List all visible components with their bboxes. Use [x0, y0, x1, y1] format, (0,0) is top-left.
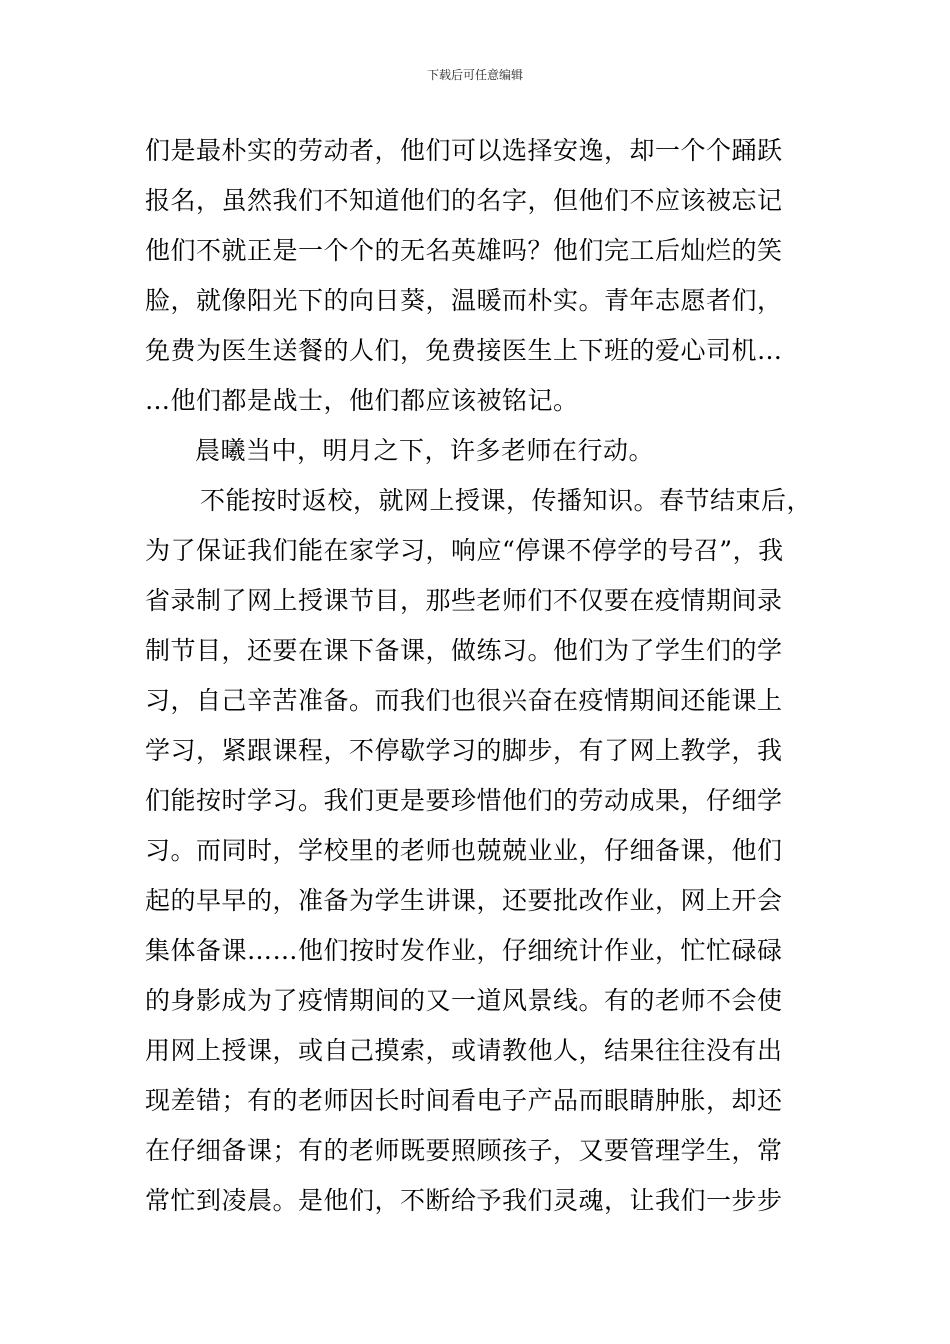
- text-line: 用网上授课，或自己摸索，或请教他人，结果往往没有出: [145, 1036, 783, 1065]
- text-line: 他们不就正是一个个的无名英雄吗？他们完工后灿烂的笑: [145, 236, 783, 265]
- text-line: 现差错；有的老师因长时间看电子产品而眼睛肿胀，却还: [145, 1086, 783, 1115]
- text-line: 制节目，还要在课下备课，做练习。他们为了学生们的学: [145, 636, 783, 665]
- text-line: 习，自己辛苦准备。而我们也很兴奋在疫情期间还能课上: [145, 686, 783, 715]
- text-line: 报名，虽然我们不知道他们的名字，但他们不应该被忘记: [145, 186, 783, 215]
- page-header: 下载后可任意编辑: [426, 68, 523, 82]
- text-line: 集体备课……他们按时发作业，仔细统计作业，忙忙碌碌: [145, 936, 783, 965]
- text-line: 的身影成为了疫情期间的又一道风景线。有的老师不会使: [145, 986, 783, 1015]
- text-line: 脸，就像阳光下的向日葵，温暖而朴实。青年志愿者们，: [145, 286, 783, 315]
- text-line: 为了保证我们能在家学习，响应“停课不停学的号召”，我: [145, 536, 784, 565]
- text-line: 在仔细备课；有的老师既要照顾孩子，又要管理学生，常: [145, 1136, 783, 1165]
- text-line: 习。而同时，学校里的老师也兢兢业业，仔细备课，他们: [145, 836, 783, 865]
- paragraph-first-line: 不能按时返校，就网上授课，传播知识。春节结束后，: [200, 486, 813, 515]
- text-line: 们能按时学习。我们更是要珍惜他们的劳动成果，仔细学: [145, 786, 783, 815]
- text-line: 常忙到凌晨。是他们，不断给予我们灵魂，让我们一步步: [145, 1186, 783, 1215]
- text-line: 省录制了网上授课节目，那些老师们不仅要在疫情期间录: [145, 586, 783, 615]
- text-line: 们是最朴实的劳动者，他们可以选择安逸，却一个个踊跃: [145, 136, 783, 165]
- text-line: 起的早早的，准备为学生讲课，还要批改作业，网上开会: [145, 886, 783, 915]
- text-line: 学习，紧跟课程，不停歇学习的脚步，有了网上教学，我: [145, 736, 783, 765]
- paragraph-first-line: 晨曦当中，明月之下，许多老师在行动。: [195, 436, 655, 465]
- text-line: 免费为医生送餐的人们，免费接医生上下班的爱心司机…: [145, 336, 783, 365]
- text-line: …他们都是战士，他们都应该被铭记。: [145, 386, 579, 415]
